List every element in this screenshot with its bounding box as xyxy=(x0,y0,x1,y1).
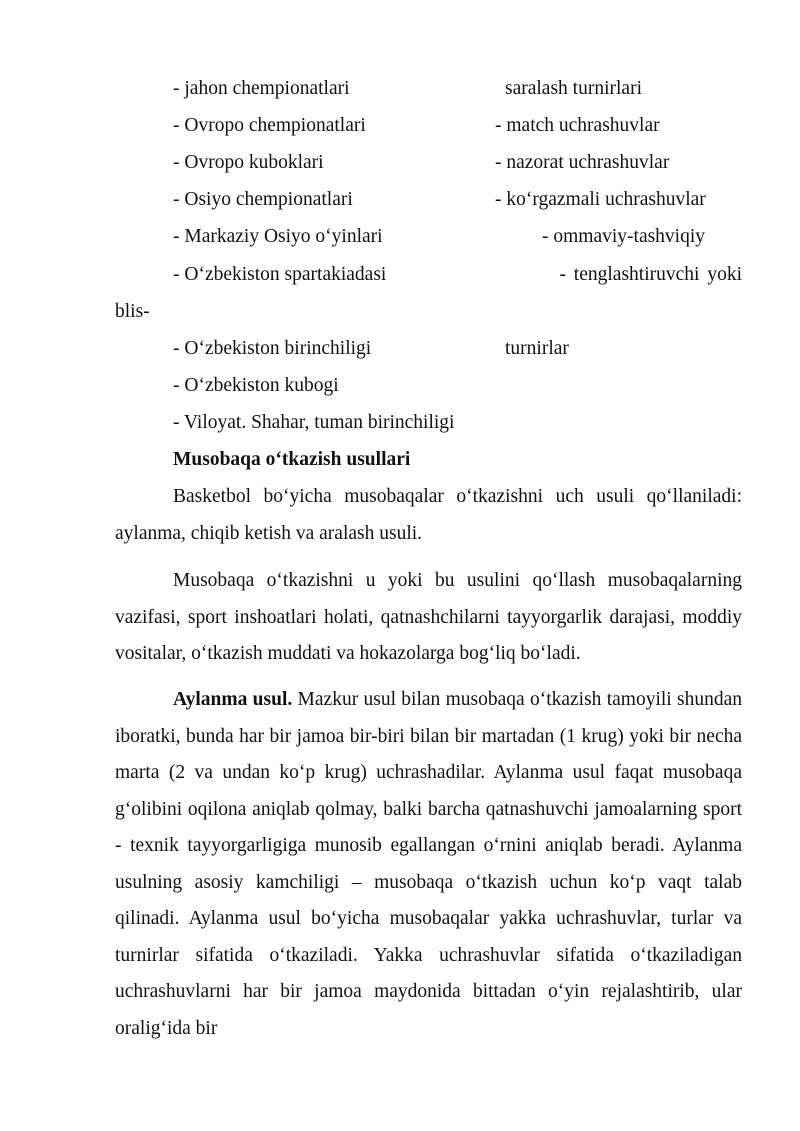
term-label: Aylanma usul. xyxy=(173,689,293,710)
section-heading: Musobaqa o‘tkazish usullari xyxy=(173,449,411,470)
list-left-item: - jahon chempionatlari xyxy=(173,78,350,99)
list-left-item: - Ovropo kuboklari xyxy=(173,152,324,173)
list-left-item: - Ovropo chempionatlari xyxy=(173,115,366,136)
list-right-item: turnirlar xyxy=(505,338,569,359)
paragraph-round-robin xyxy=(115,682,742,1047)
paragraph-text: Musobaqa o‘tkazishni u yoki bu usulini qo‘llash musobaqalarning vazifasi, sport inshoatlari holati, qatnashchilarni tayyorgarlik darajasi, moddiy vositalar, o‘tkazish muddati va hokazolarga bog‘liq bo‘ladi. xyxy=(115,570,742,664)
paragraph-text: Mazkur usul bilan musobaqa o‘tkazish tamoyili shundan iboratki, bunda har bir jamoa bir-biri bilan bir martadan (1 krug) yoki bir necha marta (2 va undan ko‘p krug) uchrashadilar. Aylanma usul faqat musobaqa g‘olibini oqilona aniqlab qolmay, balki barcha qatnashuvchi jamoalarning sport - texnik tayyorgarligiga munosib egallangan o‘rnini aniqlab beradi. Aylanma usulning asosiy kamchiligi – musobaqa o‘tkazish uchun ko‘p vaqt talab qilinadi. Aylanma usul bo‘yicha musobaqalar yakka uchrashuvlar, turlar va turnirlar sifatida o‘tkaziladi. Yakka uchrashuvlar sifatida o‘tkaziladigan uchrashuvlarni har bir jamoa maydonida bittadan o‘yin rejalashtirib, ular oralig‘ida bir xyxy=(115,689,743,1039)
list-left-item: - O‘zbekiston kubogi xyxy=(173,375,339,396)
list-left-item: - O‘zbekiston birinchiligi xyxy=(173,338,372,359)
list-left-item: - Markaziy Osiyo o‘yinlari xyxy=(173,226,383,247)
paragraph-text: Basketbol bo‘yicha musobaqalar o‘tkazishni uch usuli qo‘llaniladi: aylanma, chiqib ketish va aralash usuli. xyxy=(115,486,742,544)
list-right-item: - tenglashtiruvchi yoki xyxy=(559,264,742,285)
paragraph-methods xyxy=(115,479,742,552)
list-right-item: - nazorat uchrashuvlar xyxy=(495,152,670,173)
paragraph-choice xyxy=(115,563,742,673)
list-left-item: - O‘zbekiston spartakiadasi xyxy=(173,264,387,285)
list-left-item: - Osiyo chempionatlari xyxy=(173,189,353,210)
list-right-item: - match uchrashuvlar xyxy=(495,115,660,136)
list-left-item: - Viloyat. Shahar, tuman birinchiligi xyxy=(173,412,455,433)
list-right-item: - ommaviy-tashviqiy xyxy=(542,226,706,247)
list-right-item: saralash turnirlari xyxy=(505,78,642,99)
list-right-item: - ko‘rgazmali uchrashuvlar xyxy=(495,189,706,210)
wrapped-word: blis- xyxy=(115,301,150,322)
